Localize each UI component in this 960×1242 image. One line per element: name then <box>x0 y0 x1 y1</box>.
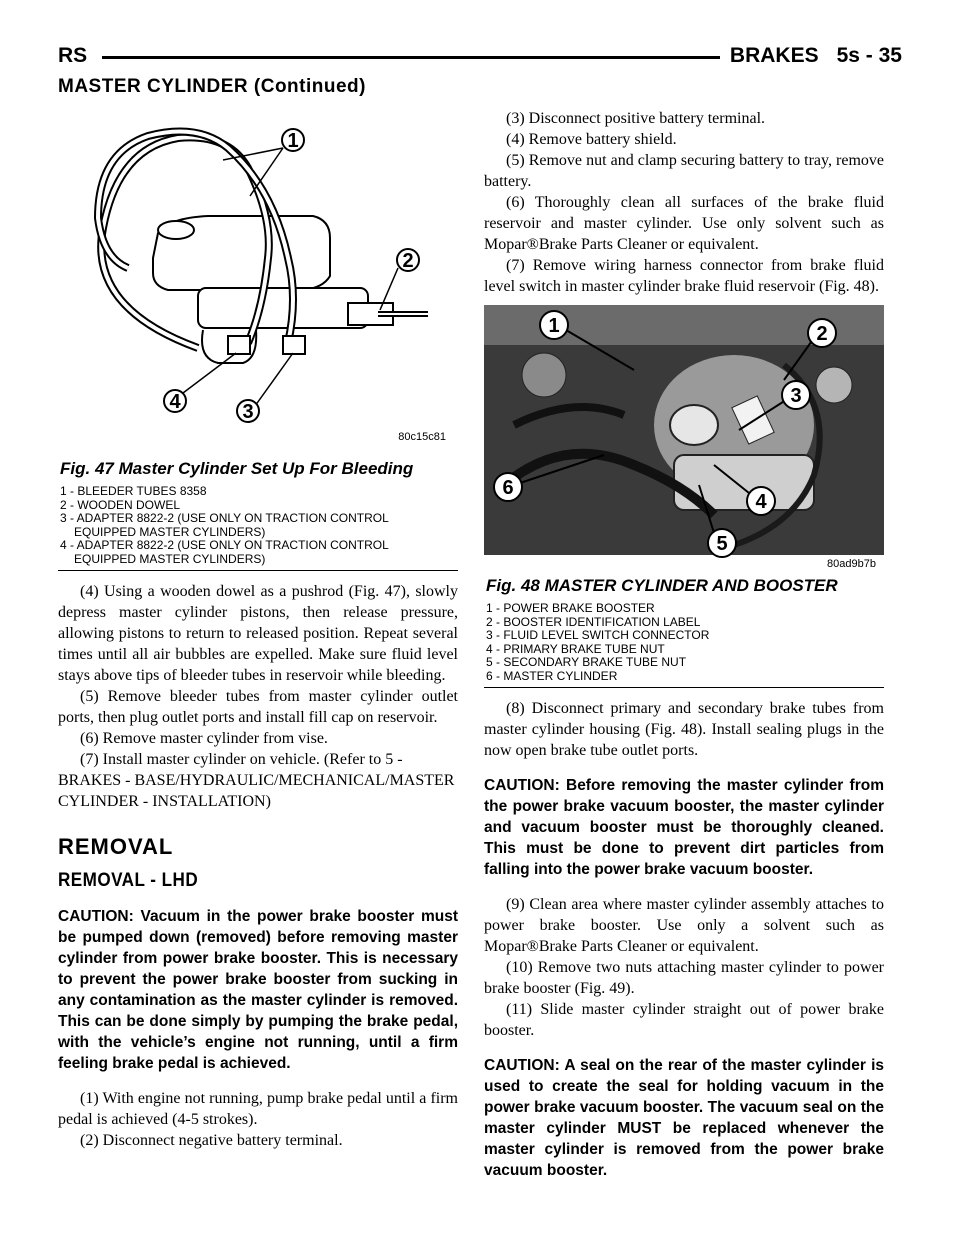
fig48-legend-item: 4 - PRIMARY BRAKE TUBE NUT <box>486 641 665 656</box>
fig47-legend-item: 4 - ADAPTER 8822-2 (USE ONLY ON TRACTION CONTROL <box>60 538 389 552</box>
removal-step-1-paragraph: (1) With engine not running, pump brake pedal until a firm pedal is achieved (4-5 strokes). <box>58 1090 458 1128</box>
fig47-rule <box>58 570 458 571</box>
removal-lhd-heading: REMOVAL - LHD <box>58 870 199 891</box>
header-rule <box>102 56 720 59</box>
fig47-legend <box>60 485 458 566</box>
caution-cleaning: CAUTION: Before removing the master cylinder from the power brake vacuum booster, the master cylinder and vacuum booster must be thoroughly cleaned. This must be done to prevent dirt particles from falling into the power brake vacuum booster. <box>484 777 884 878</box>
fig47-callout-4: 4 <box>169 391 181 413</box>
fig48-callout-1: 1 <box>548 315 560 337</box>
header-page-number: 5s - 35 <box>836 44 902 67</box>
step-4-paragraph: (4) Using a wooden dowel as a pushrod (Fig. 47), slowly depress master cylinder pistons, then release pressure, allowing pistons to return to released position. Repeat several times until all air bubbles are expelled. Make sure fluid level stays above tips of bleeder tubes in reservoir while bleeding. <box>58 583 458 684</box>
caution-vacuum-seal: CAUTION: A seal on the rear of the master cylinder is used to create the seal for holding vacuum in the power brake vacuum booster. The vacuum seal on the master cylinder MUST be replaced whenever the master cylinder is removed from the power brake vacuum booster. <box>484 1057 884 1179</box>
header-right <box>712 44 902 68</box>
master-cylinder-booster-photo <box>484 305 884 570</box>
fig48-callout-5: 5 <box>716 533 728 555</box>
fig48-legend-item: 6 - MASTER CYLINDER <box>486 668 618 683</box>
step-6-paragraph: (6) Remove master cylinder from vise. <box>80 730 328 747</box>
right-column <box>484 108 884 1195</box>
left-column <box>58 108 458 1151</box>
header-section-code: RS <box>58 44 88 67</box>
fig47-legend-item: 2 - WOODEN DOWEL <box>60 497 181 512</box>
fig47-callout-2: 2 <box>402 250 414 272</box>
fig48-callout-3: 3 <box>790 385 802 407</box>
fig47-legend-item: 1 - BLEEDER TUBES 8358 <box>60 484 207 498</box>
fig47-image-code: 80c15c81 <box>398 431 446 443</box>
removal-step-8-paragraph: (8) Disconnect primary and secondary brake tubes from master cylinder housing (Fig. 48). Install sealing plugs in the now open brake tube outlet ports. <box>484 700 884 759</box>
continued-title: MASTER CYLINDER (Continued) <box>58 76 366 97</box>
fig48-legend-item: 3 - FLUID LEVEL SWITCH CONNECTOR <box>486 628 710 642</box>
figure-47 <box>58 108 458 571</box>
removal-step-6-paragraph: (6) Thoroughly clean all surfaces of the brake fluid reservoir and master cylinder. Use only solvent such as Mopar®Brake Parts Cleaner or equivalent. <box>484 194 884 253</box>
fig48-rule <box>484 687 884 688</box>
step-5-paragraph: (5) Remove bleeder tubes from master cylinder outlet ports, then plug outlet ports and install fill cap on reservoir. <box>58 688 458 726</box>
removal-heading: REMOVAL <box>58 834 174 859</box>
fig48-legend <box>486 602 884 683</box>
removal-step-9-paragraph: (9) Clean area where master cylinder assembly attaches to power brake booster. Use only a solvent such as Mopar®Brake Parts Cleaner or equivalent. <box>484 896 884 955</box>
fig48-legend-item: 5 - SECONDARY BRAKE TUBE NUT <box>486 655 687 669</box>
fig48-title: Fig. 48 MASTER CYLINDER AND BOOSTER <box>486 576 838 595</box>
removal-step-11-paragraph: (11) Slide master cylinder straight out of power brake booster. <box>484 1001 884 1039</box>
fig48-image-code: 80ad9b7b <box>827 558 876 570</box>
removal-step-2-paragraph: (2) Disconnect negative battery terminal. <box>80 1132 343 1149</box>
fig48-legend-item: 1 - POWER BRAKE BOOSTER <box>486 601 655 615</box>
removal-step-7-paragraph: (7) Remove wiring harness connector from brake fluid level switch in master cylinder brake fluid reservoir (Fig. 48). <box>484 257 884 295</box>
fig48-callout-2: 2 <box>816 323 828 345</box>
fig47-callout-3: 3 <box>242 401 254 423</box>
removal-step-10-paragraph: (10) Remove two nuts attaching master cylinder to power brake booster (Fig. 49). <box>484 959 884 997</box>
fig47-legend-item: EQUIPPED MASTER CYLINDERS) <box>74 551 266 566</box>
fig47-legend-item: 3 - ADAPTER 8822-2 (USE ONLY ON TRACTION CONTROL <box>60 511 389 525</box>
removal-step-4-paragraph: (4) Remove battery shield. <box>506 131 677 148</box>
fig47-legend-item: EQUIPPED MASTER CYLINDERS) <box>74 524 266 539</box>
master-cylinder-bleeding-illustration <box>58 108 458 453</box>
removal-step-5-paragraph: (5) Remove nut and clamp securing battery to tray, remove battery. <box>484 152 884 190</box>
header-section-title: BRAKES <box>729 44 819 67</box>
figure-48 <box>484 305 884 688</box>
fig48-callout-6: 6 <box>502 477 514 499</box>
removal-step-3-paragraph: (3) Disconnect positive battery terminal. <box>506 110 766 127</box>
fig47-callout-1: 1 <box>287 130 299 152</box>
step-7-paragraph: (7) Install master cylinder on vehicle. (Refer to 5 - BRAKES - BASE/HYDRAULIC/MECHANICAL/MASTER CYLINDER - INSTALLATION) <box>58 751 455 810</box>
caution-vacuum: CAUTION: Vacuum in the power brake booster must be pumped down (removed) before removing master cylinder from power brake booster. This is necessary to prevent the power brake booster from sucking in any contamination as the master cylinder is removed. This can be done simply by pumping the brake pedal, with the vehicle’s engine not running, until a firm feeling brake pedal is achieved. <box>58 908 458 1072</box>
fig48-legend-item: 2 - BOOSTER IDENTIFICATION LABEL <box>486 614 701 629</box>
fig48-callout-4: 4 <box>755 491 767 513</box>
fig47-title: Fig. 47 Master Cylinder Set Up For Bleeding <box>60 459 414 478</box>
